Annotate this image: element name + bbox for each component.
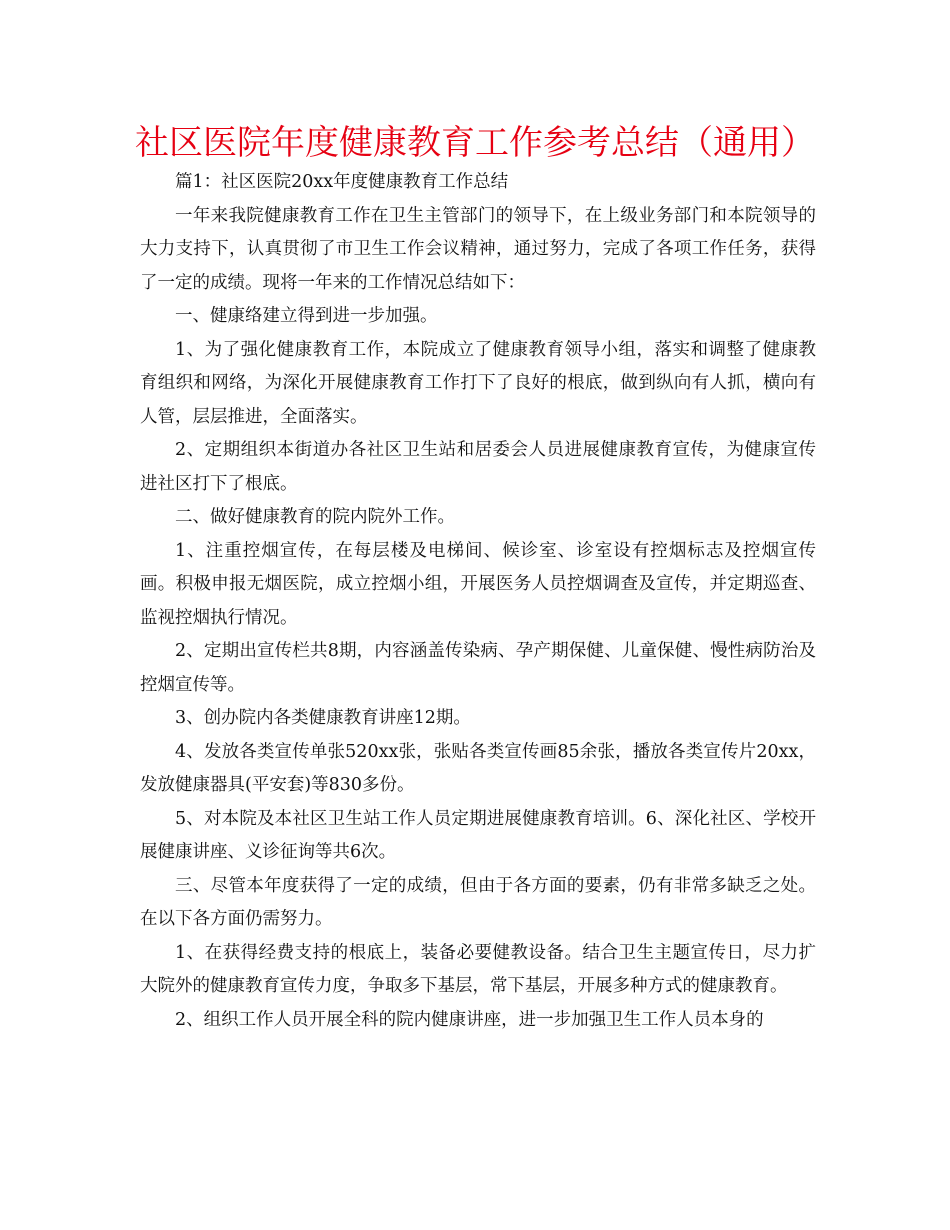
paragraph: 2、组织工作人员开展全科的院内健康讲座，进一步加强卫生工作人员本身的 [175,1009,764,1030]
paragraph: 2、定期组织本街道办各社区卫生站和居委会人员进展健康教育宣传，为健康宣传进社区打下了根底。 [140,440,816,494]
paragraph: 1、为了强化健康教育工作，本院成立了健康教育领导小组，落实和调整了健康教育组织和网络，为深化开展健康教育工作打下了良好的根底，做到纵向有人抓，横向有人管，层层推进，全面落实。 [140,339,816,427]
document-title: 社区医院年度健康教育工作参考总结（通用） [135,123,815,163]
paragraph: 二、做好健康教育的院内院外工作。 [175,507,455,527]
paragraph: 一、健康络建立得到进一步加强。 [175,306,438,326]
document-body [140,166,816,1037]
paragraph: 5、对本院及本社区卫生站工作人员定期进展健康教育培训。6、深化社区、学校开展健康讲座、义诊征询等共6次。 [140,808,816,862]
paragraph: 一年来我院健康教育工作在卫生主管部门的领导下，在上级业务部门和本院领导的大力支持下，认真贯彻了市卫生工作会议精神，通过努力，完成了各项工作任务，获得了一定的成绩。现将一年来的工作情况总结如下： [140,205,816,293]
paragraph: 1、注重控烟宣传，在每层楼及电梯间、候诊室、诊室设有控烟标志及控烟宣传画。积极申报无烟医院，成立控烟小组，开展医务人员控烟调查及宣传，并定期巡查、监视控烟执行情况。 [140,540,816,628]
paragraph: 1、在获得经费支持的根底上，装备必要健教设备。结合卫生主题宣传日，尽力扩大院外的健康教育宣传力度，争取多下基层，常下基层，开展多种方式的健康教育。 [140,942,816,996]
paragraph: 2、定期出宣传栏共8期，内容涵盖传染病、孕产期保健、儿童保健、慢性病防治及控烟宣传等。 [140,641,816,695]
paragraph: 4、发放各类宣传单张520xx张，张贴各类宣传画85余张，播放各类宣传片20xx，发放健康器具(平安套)等830多份。 [140,741,816,795]
section-heading: 篇1：社区医院20xx年度健康教育工作总结 [175,172,509,192]
paragraph: 3、创办院内各类健康教育讲座12期。 [175,708,471,728]
paragraph: 三、尽管本年度获得了一定的成绩，但由于各方面的要素，仍有非常多缺乏之处。在以下各方面仍需努力。 [140,875,816,929]
